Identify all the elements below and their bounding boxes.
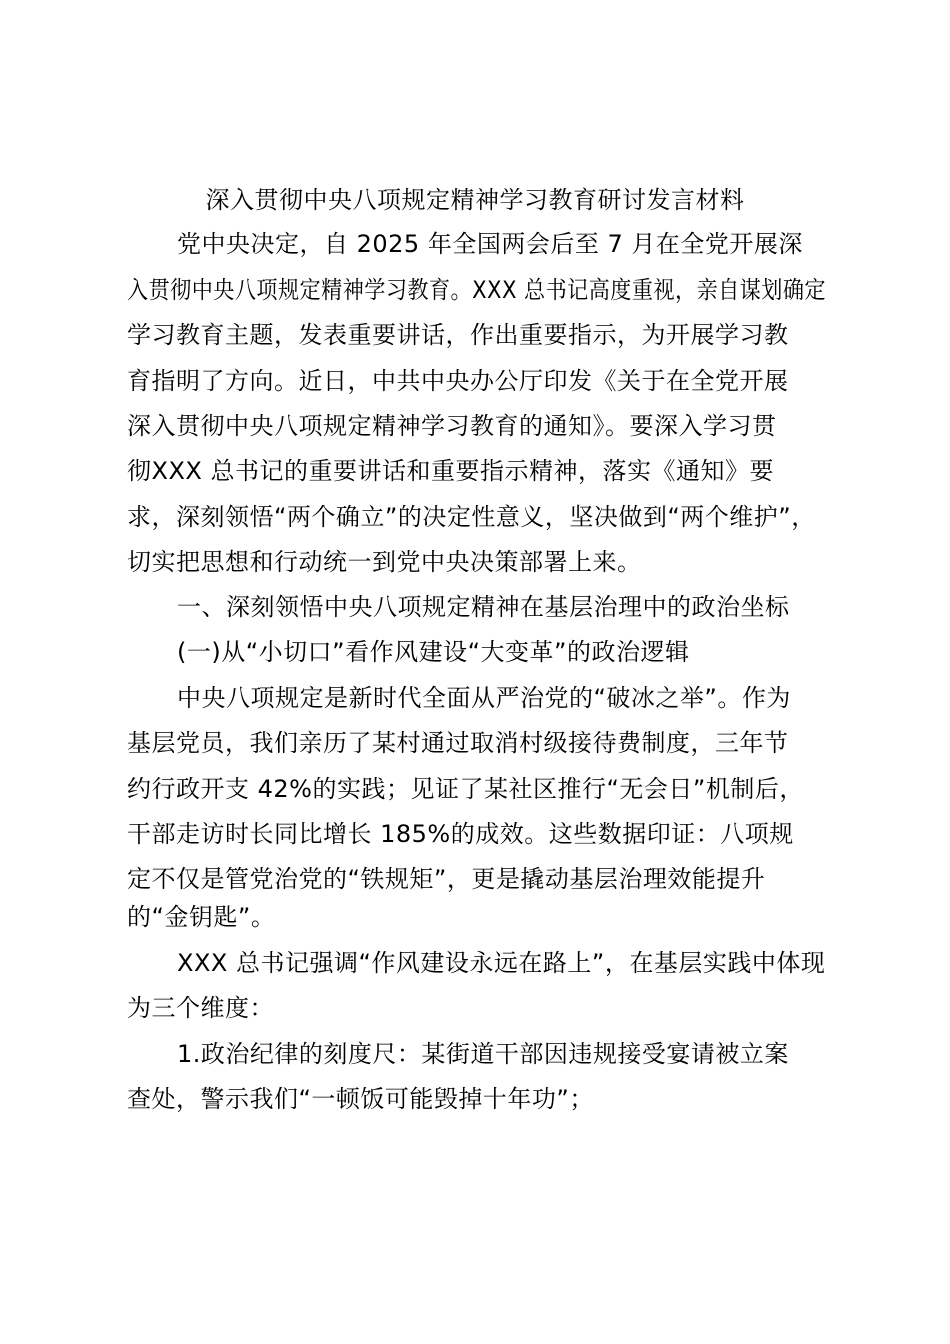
paragraph-line: 育指明了方向。近日，中共中央办公厅印发《关于在全党开展 xyxy=(127,367,789,395)
paragraph-line: 中央八项规定是新时代全面从严治党的“破冰之举”。作为 xyxy=(177,684,791,712)
paragraph-line: 党中央决定，自 2025 年全国两会后至 7 月在全党开展深 xyxy=(177,230,803,258)
paragraph-line: XXX 总书记强调“作风建设永远在路上”，在基层实践中体现 xyxy=(177,949,826,977)
section-heading: 一、深刻领悟中央八项规定精神在基层治理中的政治坐标 xyxy=(177,593,790,621)
paragraph-line: 的“金钥匙”。 xyxy=(127,903,276,931)
paragraph-line: 干部走访时长同比增长 185%的成效。这些数据印证：八项规 xyxy=(127,820,794,848)
paragraph-line: 彻XXX 总书记的重要讲话和重要指示精神，落实《通知》要 xyxy=(127,457,774,485)
paragraph-line: 入贯彻中央八项规定精神学习教育。XXX 总书记高度重视，亲自谋划确定 xyxy=(127,276,826,304)
subsection-heading: (一)从“小切口”看作风建设“大变革”的政治逻辑 xyxy=(177,638,690,666)
list-item-continuation: 查处，警示我们“一顿饭可能毁掉十年功”； xyxy=(127,1085,594,1113)
paragraph-line: 深入贯彻中央八项规定精神学习教育的通知》。要深入学习贯 xyxy=(127,412,777,440)
document-title: 深入贯彻中央八项规定精神学习教育研讨发言材料 xyxy=(205,186,745,214)
paragraph-line: 切实把思想和行动统一到党中央决策部署上来。 xyxy=(127,548,642,576)
paragraph-line: 求，深刻领悟“两个确立”的决定性意义，坚决做到“两个维护”， xyxy=(127,503,816,531)
list-item: 1.政治纪律的刻度尺：某街道干部因违规接受宴请被立案 xyxy=(177,1040,789,1068)
paragraph-line: 定不仅是管党治党的“铁规矩”，更是撬动基层治理效能提升 xyxy=(127,865,766,893)
paragraph-line: 为三个维度： xyxy=(127,994,274,1022)
paragraph-line: 基层党员，我们亲历了某村通过取消村级接待费制度，三年节 xyxy=(127,729,789,757)
paragraph-line: 约行政开支 42%的实践；见证了某社区推行“无会日”机制后， xyxy=(127,775,804,803)
paragraph-line: 学习教育主题，发表重要讲话，作出重要指示，为开展学习教 xyxy=(127,321,789,349)
